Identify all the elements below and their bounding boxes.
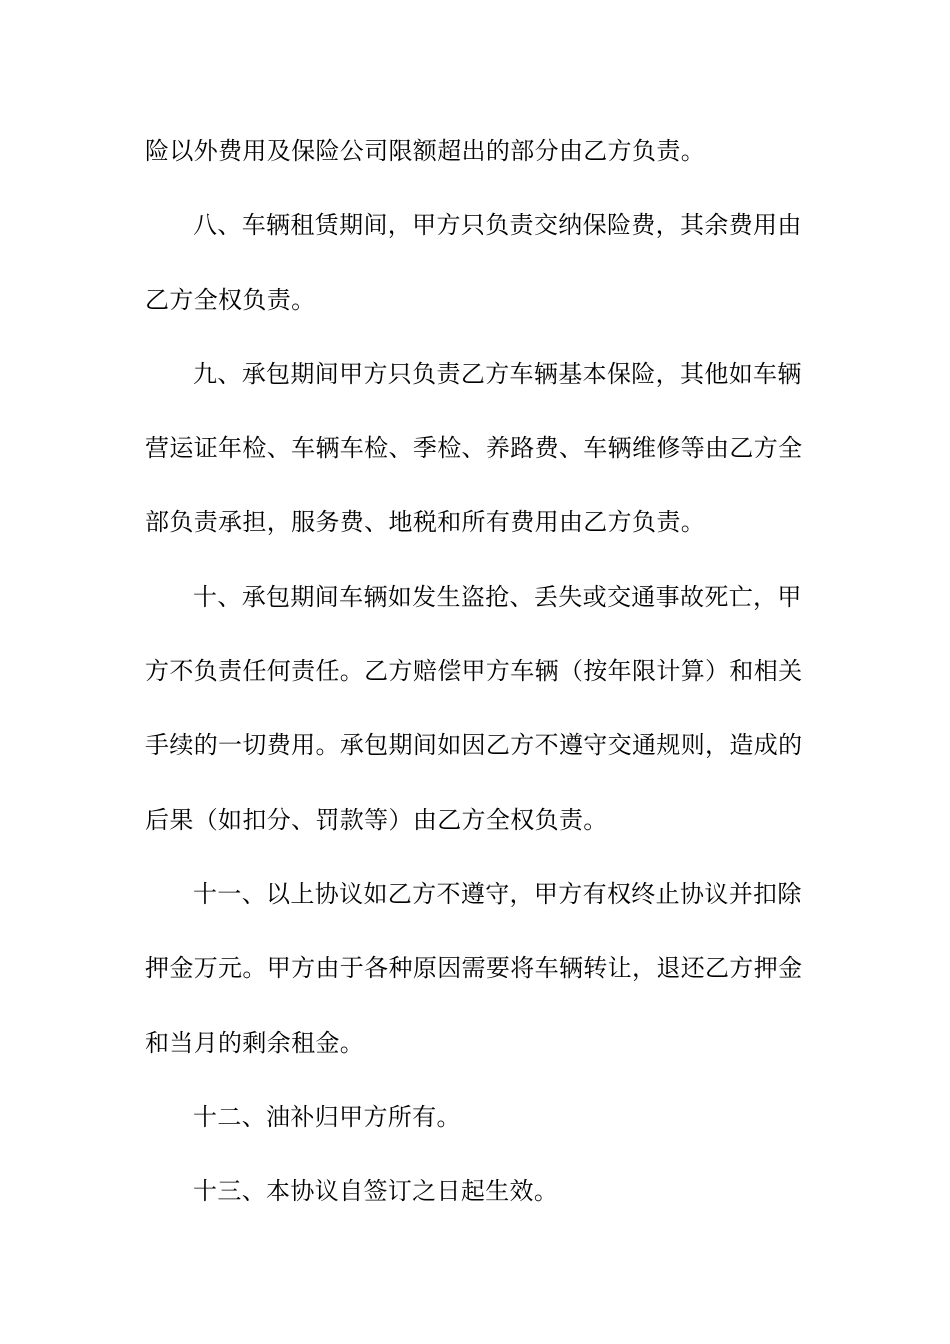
text-line: 手续的一切费用。承包期间如因乙方不遵守交通规则，造成的	[145, 731, 803, 760]
text-line: 方不负责任何责任。乙方赔偿甲方车辆（按年限计算）和相关	[145, 657, 803, 686]
text-line: 十三、本协议自签订之日起生效。	[193, 1177, 559, 1206]
text-line: 和当月的剩余租金。	[145, 1028, 365, 1057]
text-line: 十、承包期间车辆如发生盗抢、丢失或交通事故死亡，甲	[193, 582, 802, 611]
text-line: 十一、以上协议如乙方不遵守，甲方有权终止协议并扣除	[193, 879, 802, 908]
text-line: 后果（如扣分、罚款等）由乙方全权负责。	[145, 805, 608, 834]
text-line: 险以外费用及保险公司限额超出的部分由乙方负责。	[145, 137, 706, 165]
text-line: 乙方全权负责。	[145, 285, 316, 314]
text-line: 十二、油补归甲方所有。	[193, 1102, 461, 1131]
document-body	[145, 114, 805, 1228]
text-line: 押金万元。甲方由于各种原因需要将车辆转让，退还乙方押金	[145, 954, 803, 983]
text-line: 九、承包期间甲方只负责乙方车辆基本保险，其他如车辆	[193, 359, 802, 388]
text-line: 营运证年检、车辆车检、季检、养路费、车辆维修等由乙方全	[145, 434, 803, 463]
text-line: 八、车辆租赁期间，甲方只负责交纳保险费，其余费用由	[193, 211, 802, 240]
text-line: 部负责承担，服务费、地税和所有费用由乙方负责。	[145, 508, 706, 537]
